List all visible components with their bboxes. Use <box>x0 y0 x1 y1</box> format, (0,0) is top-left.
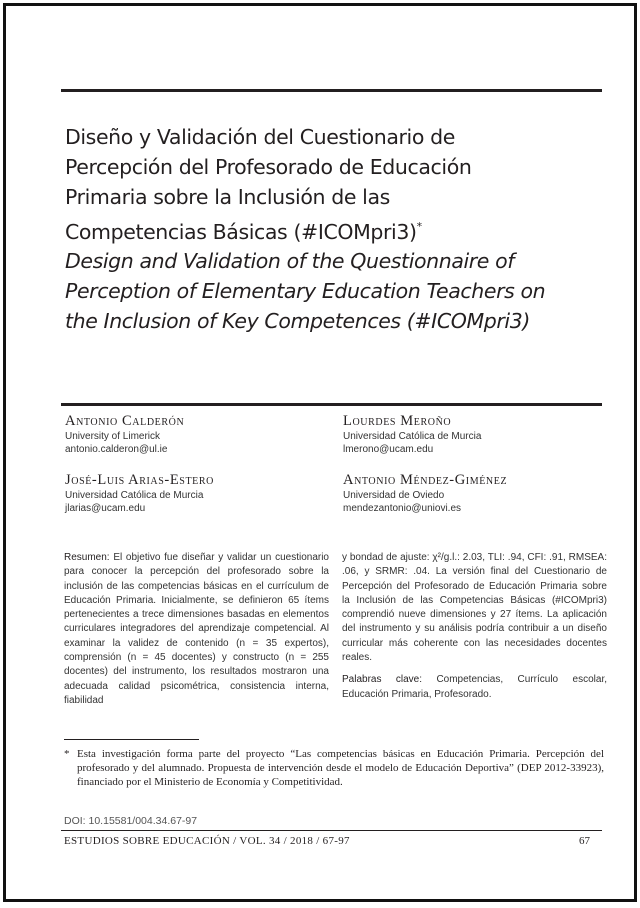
bottom-rule <box>61 830 602 831</box>
top-rule <box>61 89 602 92</box>
authors-rule <box>61 403 602 406</box>
author-block <box>65 412 315 456</box>
title-es-line-4 <box>65 212 585 247</box>
title-es-line-3: Primaria sobre la Inclusión de las <box>65 185 390 209</box>
title-spanish <box>65 122 585 247</box>
footnote <box>64 747 604 790</box>
author-affiliation: Universidad de Oviedo <box>343 490 445 501</box>
footnote-mark: * <box>64 748 70 760</box>
author-block <box>65 471 315 515</box>
author-block <box>343 471 593 515</box>
author-affiliation: Universidad Católica de Murcia <box>343 431 482 442</box>
author-name: Antonio Méndez-Giménez <box>343 472 508 488</box>
title-footnote-mark[interactable]: * <box>416 220 422 233</box>
title-es-line-2: Percepción del Profesorado de Educación <box>65 155 472 179</box>
journal-page <box>3 3 637 902</box>
doi[interactable]: DOI: 10.15581/004.34.67-97 <box>64 815 198 827</box>
journal-footer: ESTUDIOS SOBRE EDUCACIÓN / VOL. 34 / 2018 / 67-97 <box>64 835 350 847</box>
title-english <box>65 246 605 336</box>
title-en-line-3: the Inclusion of Key Competences (#ICOMpri3) <box>65 309 530 333</box>
footnote-text: Esta investigación forma parte del proyecto “Las competencias básicas en Educación Primaria. Percepción del profesorado y del alumnado. Propuesta de intervención desde el modelo de Educación Deportiva” (DEP 2012-33923), financiado por el Ministerio de Economía y Competitividad. <box>77 748 604 789</box>
title-en-line-1: Design and Validation of the Questionnaire of <box>65 249 515 273</box>
author-email[interactable]: lmerono@ucam.edu <box>343 444 434 455</box>
page-number: 67 <box>579 835 590 847</box>
abstract-right-column <box>342 551 607 702</box>
author-affiliation: University of Limerick <box>65 431 161 442</box>
author-block <box>343 412 593 456</box>
author-email[interactable]: mendezantonio@uniovi.es <box>343 503 462 514</box>
author-name: José-Luis Arias-Estero <box>65 472 214 488</box>
keywords-text: Competencias, Currículo escolar, Educación Primaria, Profesorado. <box>342 674 607 700</box>
abstract-text-left: El objetivo fue diseñar y validar un cuestionario para conocer la percepción del profesorado sobre la inclusión de las competencias básicas en el currículum de Educación Primaria. Inicialmente, se definieron 65 ítems pertenecientes a trece dimensiones basadas en elementos curriculares integradores del aprendizaje competencial. Al examinar la validez de contenido (n = 35 expertos), comprensión (n = 45 docentes) y constructo (n = 255 docentes) del instrumento, los resultados mostraron una adecuada calidad psicométrica, consistencia interna, fiabilidad <box>64 552 329 706</box>
keywords-label: Palabras clave: <box>342 674 423 686</box>
author-name: Lourdes Meroño <box>343 413 452 429</box>
abstract-text-right: y bondad de ajuste: χ²/g.l.: 2.03, TLI: .94, CFI: .91, RMSEA: .06, y SRMR: .04. La versión final del Cuestionario de Percepción del Profesorado de Educación Primaria sobre la Inclusión de las Competencias Básicas (#ICOMpri3) comprendió nueve dimensiones y 27 ítems. La aplicación del instrumento y su análisis podría contribuir a un diseño curricular más coherente con las necesidades docentes reales. <box>342 552 607 664</box>
footnote-rule <box>64 739 199 740</box>
author-email[interactable]: jlarias@ucam.edu <box>65 503 146 514</box>
title-es-line-4-text: Competencias Básicas (#ICOMpri3) <box>65 220 417 244</box>
author-email[interactable]: antonio.calderon@ul.ie <box>65 444 168 455</box>
abstract-label: Resumen: <box>64 552 110 563</box>
title-en-line-2: Perception of Elementary Education Teachers on <box>65 279 546 303</box>
author-name: Antonio Calderón <box>65 413 185 429</box>
author-affiliation: Universidad Católica de Murcia <box>65 490 204 501</box>
title-es-line-1: Diseño y Validación del Cuestionario de <box>65 125 455 149</box>
abstract-left-column <box>64 551 329 708</box>
keywords <box>342 673 607 702</box>
